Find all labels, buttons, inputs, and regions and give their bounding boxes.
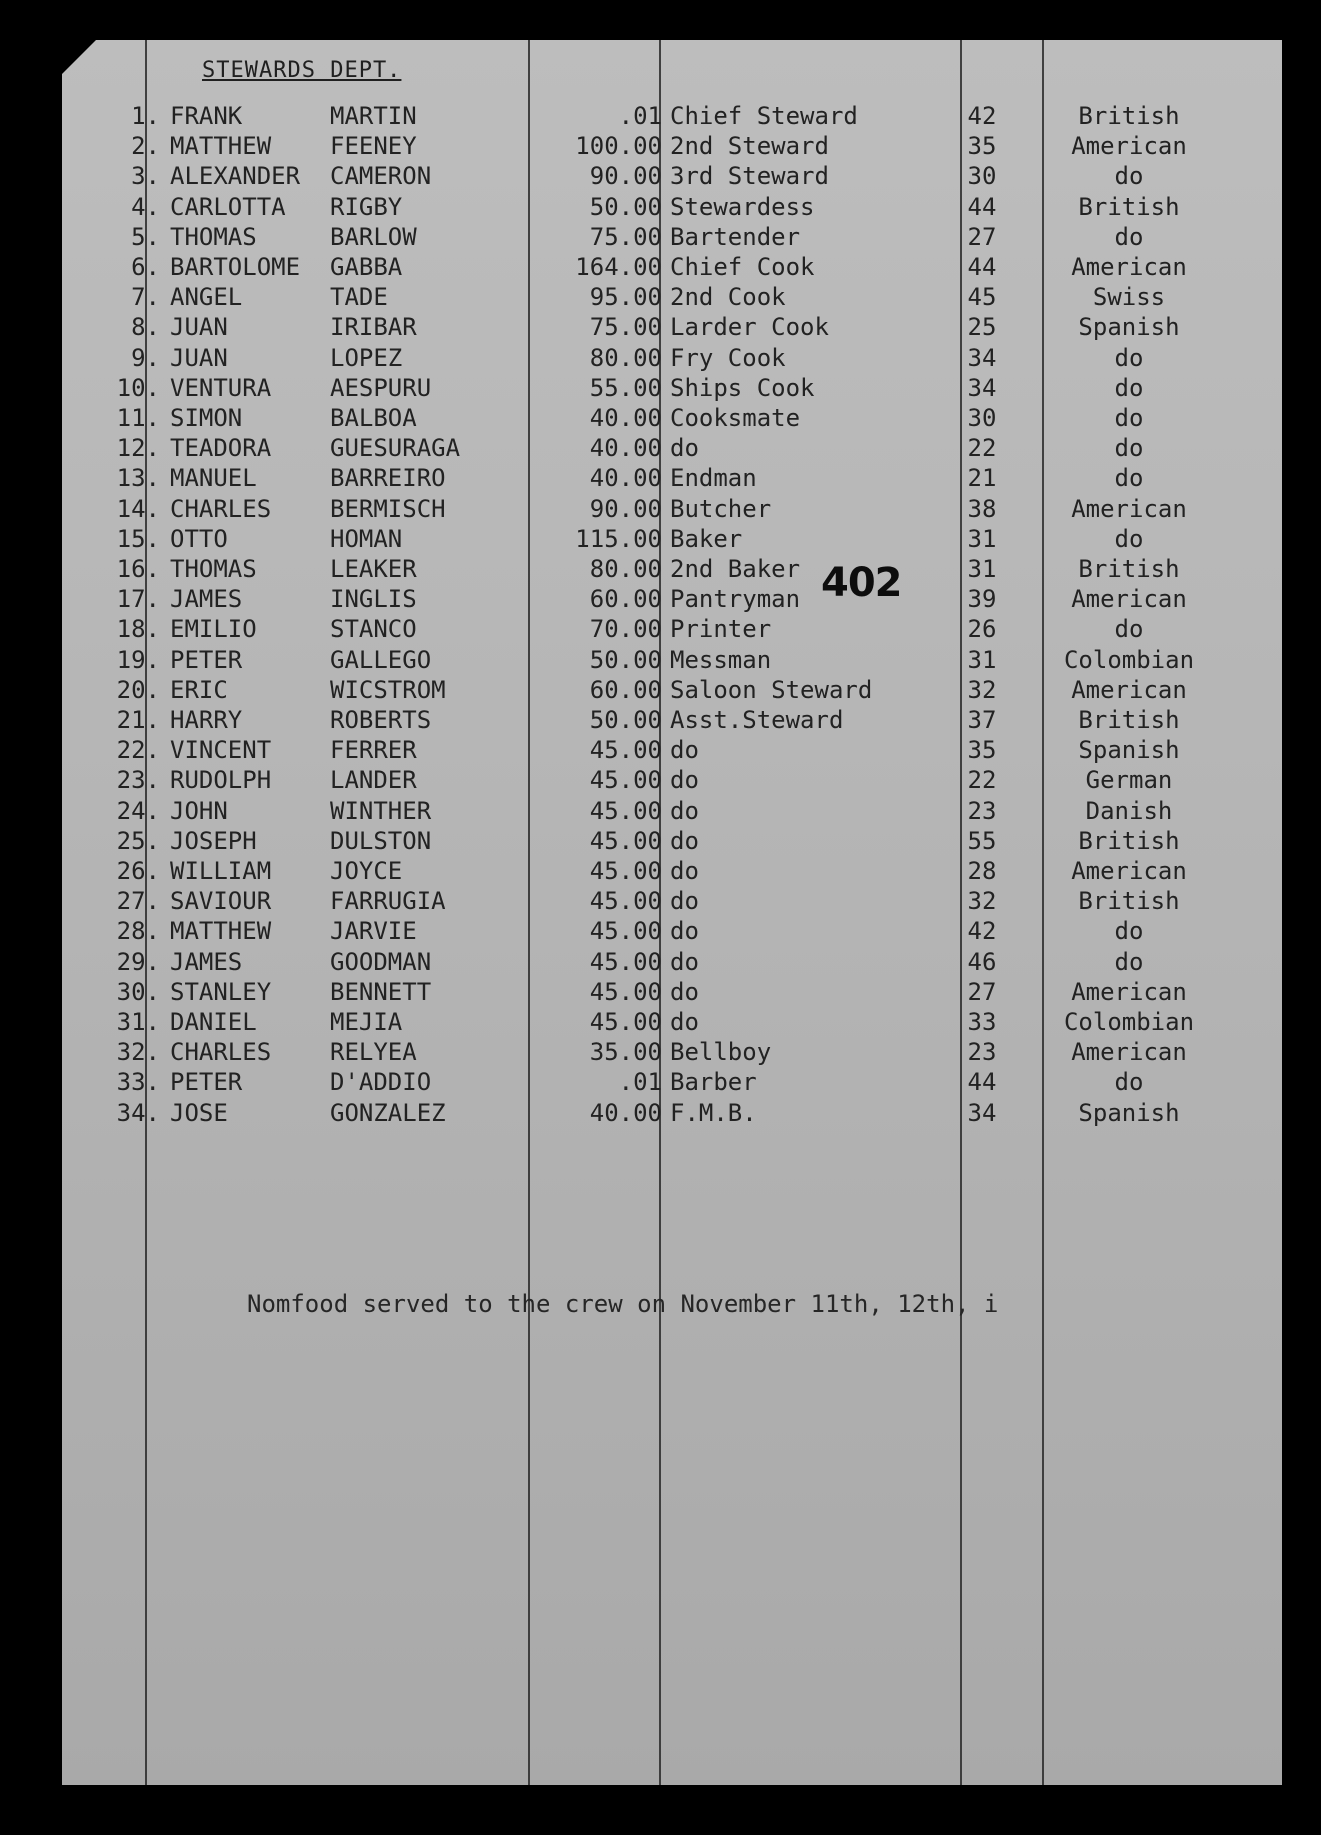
rating: do: [670, 1008, 699, 1036]
last-name: TADE: [330, 283, 388, 312]
rating: Butcher: [670, 494, 772, 523]
last-name: RIGBY: [330, 192, 403, 221]
first-name: SAVIOUR: [170, 887, 272, 916]
crew-row: [62, 1099, 1282, 1129]
rating: Messman: [670, 645, 772, 674]
row-number: 22.: [116, 736, 160, 765]
first-name: RUDOLPH: [170, 766, 272, 795]
wage: 45.00: [589, 1008, 662, 1036]
wage: 45.00: [589, 796, 662, 825]
wage: 40.00: [589, 464, 662, 493]
first-name: PETER: [170, 1068, 243, 1097]
rating: Endman: [670, 464, 757, 493]
crew-row: [62, 193, 1282, 223]
crew-row: [62, 615, 1282, 645]
crew-row: [62, 797, 1282, 827]
nationality: German: [1085, 766, 1173, 795]
crew-row: [62, 646, 1282, 676]
last-name: FEENEY: [330, 132, 417, 161]
first-name: ERIC: [170, 675, 228, 704]
row-number: 25.: [116, 826, 160, 855]
row-number: 23.: [116, 766, 160, 795]
age: 30: [967, 404, 997, 432]
rating: Baker: [670, 524, 743, 553]
crew-row: [62, 917, 1282, 947]
age: 31: [967, 645, 997, 674]
crew-row: [62, 1008, 1282, 1038]
wage: 45.00: [589, 736, 662, 765]
wage: 45.00: [589, 887, 662, 916]
document-page: [62, 40, 1282, 1785]
rating: Chief Steward: [670, 102, 858, 130]
nationality: do: [1114, 524, 1144, 553]
nationality: American: [1071, 585, 1187, 614]
nationality: Spanish: [1078, 1098, 1180, 1127]
rating: Chief Cook: [670, 253, 815, 281]
last-name: RELYEA: [330, 1038, 417, 1067]
nationality: do: [1114, 162, 1144, 191]
row-number: 12.: [116, 434, 160, 463]
age: 25: [967, 313, 997, 342]
first-name: STANLEY: [170, 977, 272, 1006]
first-name: CHARLES: [170, 1038, 272, 1067]
last-name: LOPEZ: [330, 343, 403, 372]
age: 22: [967, 766, 997, 795]
last-name: LEAKER: [330, 555, 417, 583]
first-name: PETER: [170, 645, 243, 674]
crew-row: [62, 132, 1282, 162]
last-name: MEJIA: [330, 1008, 403, 1036]
wage: 35.00: [589, 1038, 662, 1067]
crew-row: [62, 766, 1282, 796]
row-number: 33.: [116, 1068, 160, 1097]
first-name: DANIEL: [170, 1008, 257, 1036]
age: 55: [967, 826, 997, 855]
last-name: CAMERON: [330, 162, 432, 191]
row-number: 15.: [116, 524, 160, 553]
crew-row: [62, 344, 1282, 374]
row-number: 1.: [131, 102, 160, 130]
nationality: American: [1071, 494, 1187, 523]
row-number: 14.: [116, 494, 160, 523]
wage: 40.00: [589, 404, 662, 432]
row-number: 3.: [131, 162, 160, 191]
crew-row: [62, 978, 1282, 1008]
last-name: GOODMAN: [330, 947, 432, 976]
first-name: OTTO: [170, 524, 228, 553]
first-name: TEADORA: [170, 434, 272, 463]
rating: do: [670, 796, 699, 825]
rating: do: [670, 736, 699, 765]
wage: 75.00: [589, 313, 662, 342]
row-number: 30.: [116, 977, 160, 1006]
rating: Ships Cook: [670, 373, 815, 402]
first-name: JAMES: [170, 947, 243, 976]
crew-row: [62, 464, 1282, 494]
crew-row: [62, 404, 1282, 434]
row-number: 6.: [131, 253, 160, 281]
wage: 90.00: [589, 162, 662, 191]
last-name: AESPURU: [330, 373, 432, 402]
nationality: American: [1071, 1038, 1187, 1067]
age: 35: [967, 132, 997, 161]
first-name: HARRY: [170, 706, 243, 734]
age: 23: [967, 796, 997, 825]
crew-row: [62, 706, 1282, 736]
last-name: FERRER: [330, 736, 417, 765]
first-name: JUAN: [170, 313, 228, 342]
last-name: WINTHER: [330, 796, 432, 825]
rating: 2nd Cook: [670, 283, 786, 312]
crew-row: [62, 162, 1282, 192]
last-name: BALBOA: [330, 404, 417, 432]
rating: 2nd Baker: [670, 555, 801, 583]
crew-row: [62, 253, 1282, 283]
first-name: WILLIAM: [170, 857, 272, 885]
nationality: Colombian: [1063, 1008, 1195, 1036]
rating: F.M.B.: [670, 1098, 757, 1127]
wage: 60.00: [589, 675, 662, 704]
last-name: DULSTON: [330, 826, 432, 855]
nationality: Spanish: [1078, 736, 1180, 765]
nationality: do: [1114, 464, 1144, 493]
wage: 40.00: [589, 1098, 662, 1127]
age: 21: [967, 464, 997, 493]
row-number: 29.: [116, 947, 160, 976]
crew-row: [62, 313, 1282, 343]
wage: 80.00: [589, 343, 662, 372]
last-name: JOYCE: [330, 857, 403, 885]
wage: 80.00: [589, 555, 662, 583]
rating: Cooksmate: [670, 404, 801, 432]
row-number: 7.: [131, 283, 160, 312]
row-number: 21.: [116, 706, 160, 734]
first-name: ANGEL: [170, 283, 243, 312]
age: 42: [967, 917, 997, 946]
row-number: 2.: [131, 132, 160, 161]
crew-row: [62, 555, 1282, 585]
nationality: American: [1071, 675, 1187, 704]
crew-row: [62, 1068, 1282, 1098]
last-name: HOMAN: [330, 524, 403, 553]
last-name: ROBERTS: [330, 706, 432, 734]
last-name: JARVIE: [330, 917, 417, 946]
footer-note: Nomfood served to the crew on November 11th, 12th, i: [247, 1290, 999, 1318]
first-name: CHARLES: [170, 494, 272, 523]
wage: 164.00: [575, 253, 662, 281]
first-name: JUAN: [170, 343, 228, 372]
last-name: BARREIRO: [330, 464, 446, 493]
last-name: INGLIS: [330, 585, 417, 614]
rating: Asst.Steward: [670, 706, 844, 734]
rating: do: [670, 766, 699, 795]
nationality: Colombian: [1063, 645, 1195, 674]
wage: 70.00: [589, 615, 662, 644]
nationality: do: [1114, 434, 1144, 463]
nationality: Danish: [1085, 796, 1173, 825]
last-name: FARRUGIA: [330, 887, 446, 916]
rating: Pantryman: [670, 585, 801, 614]
first-name: FRANK: [170, 102, 243, 130]
nationality: do: [1114, 343, 1144, 372]
crew-row: [62, 374, 1282, 404]
nationality: American: [1071, 977, 1187, 1006]
wage: 60.00: [589, 585, 662, 614]
row-number: 32.: [116, 1038, 160, 1067]
rating: 2nd Steward: [670, 132, 829, 161]
last-name: BARLOW: [330, 222, 417, 251]
age: 27: [967, 222, 997, 251]
rating: do: [670, 917, 699, 946]
rating: Printer: [670, 615, 772, 644]
rating: Larder Cook: [670, 313, 829, 342]
wage: 45.00: [589, 917, 662, 946]
age: 44: [967, 1068, 997, 1097]
nationality: British: [1078, 192, 1180, 221]
rating: do: [670, 947, 699, 976]
page-number-stamp: 402: [821, 560, 902, 606]
nationality: do: [1114, 615, 1144, 644]
row-number: 4.: [131, 192, 160, 221]
age: 32: [967, 887, 997, 916]
age: 23: [967, 1038, 997, 1067]
first-name: EMILIO: [170, 615, 257, 644]
row-number: 16.: [116, 555, 160, 583]
rating: do: [670, 857, 699, 885]
crew-row: [62, 585, 1282, 615]
last-name: GUESURAGA: [330, 434, 461, 463]
wage: 45.00: [589, 857, 662, 885]
last-name: BERMISCH: [330, 494, 446, 523]
age: 27: [967, 977, 997, 1006]
rating: do: [670, 887, 699, 916]
rating: do: [670, 977, 699, 1006]
nationality: American: [1071, 132, 1187, 161]
wage: 115.00: [575, 524, 662, 553]
age: 42: [967, 102, 997, 130]
nationality: American: [1071, 253, 1187, 281]
crew-row: [62, 1038, 1282, 1068]
first-name: MATTHEW: [170, 917, 272, 946]
first-name: MANUEL: [170, 464, 257, 493]
wage: 50.00: [589, 645, 662, 674]
last-name: LANDER: [330, 766, 417, 795]
last-name: BENNETT: [330, 977, 432, 1006]
nationality: do: [1114, 404, 1144, 432]
age: 31: [967, 555, 997, 583]
last-name: WICSTROM: [330, 675, 446, 704]
wage: .01: [618, 1068, 662, 1097]
crew-row: [62, 676, 1282, 706]
nationality: Spanish: [1078, 313, 1180, 342]
age: 44: [967, 192, 997, 221]
first-name: SIMON: [170, 404, 243, 432]
age: 34: [967, 1098, 997, 1127]
last-name: GONZALEZ: [330, 1098, 446, 1127]
crew-row: [62, 827, 1282, 857]
row-number: 18.: [116, 615, 160, 644]
first-name: THOMAS: [170, 555, 257, 583]
first-name: JOSE: [170, 1098, 228, 1127]
rating: Bellboy: [670, 1038, 772, 1067]
row-number: 5.: [131, 222, 160, 251]
rating: Stewardess: [670, 192, 815, 221]
wage: 55.00: [589, 373, 662, 402]
crew-row: [62, 283, 1282, 313]
first-name: THOMAS: [170, 222, 257, 251]
age: 33: [967, 1008, 997, 1036]
age: 45: [967, 283, 997, 312]
nationality: British: [1078, 555, 1180, 583]
nationality: do: [1114, 947, 1144, 976]
wage: 45.00: [589, 977, 662, 1006]
first-name: JAMES: [170, 585, 243, 614]
first-name: CARLOTTA: [170, 192, 286, 221]
torn-corner: [62, 40, 96, 74]
age: 26: [967, 615, 997, 644]
rating: Saloon Steward: [670, 675, 873, 704]
rating: Bartender: [670, 222, 801, 251]
wage: 45.00: [589, 766, 662, 795]
rating: 3rd Steward: [670, 162, 829, 191]
age: 37: [967, 706, 997, 734]
row-number: 24.: [116, 796, 160, 825]
age: 31: [967, 524, 997, 553]
row-number: 13.: [116, 464, 160, 493]
first-name: ALEXANDER: [170, 162, 301, 191]
last-name: IRIBAR: [330, 313, 417, 342]
age: 30: [967, 162, 997, 191]
last-name: STANCO: [330, 615, 417, 644]
row-number: 8.: [131, 313, 160, 342]
first-name: VENTURA: [170, 373, 272, 402]
first-name: VINCENT: [170, 736, 272, 765]
last-name: GABBA: [330, 253, 403, 281]
wage: .01: [618, 102, 662, 130]
nationality: British: [1078, 887, 1180, 916]
age: 44: [967, 253, 997, 281]
rating: Barber: [670, 1068, 757, 1097]
first-name: JOSEPH: [170, 826, 257, 855]
crew-row: [62, 887, 1282, 917]
row-number: 9.: [131, 343, 160, 372]
row-number: 10.: [116, 373, 160, 402]
crew-row: [62, 525, 1282, 555]
nationality: British: [1078, 706, 1180, 734]
first-name: JOHN: [170, 796, 228, 825]
row-number: 17.: [116, 585, 160, 614]
age: 32: [967, 675, 997, 704]
crew-row: [62, 495, 1282, 525]
crew-row: [62, 948, 1282, 978]
wage: 45.00: [589, 826, 662, 855]
rating: do: [670, 826, 699, 855]
crew-row: [62, 223, 1282, 253]
wage: 50.00: [589, 192, 662, 221]
row-number: 11.: [116, 404, 160, 432]
nationality: British: [1078, 826, 1180, 855]
row-number: 19.: [116, 645, 160, 674]
wage: 75.00: [589, 222, 662, 251]
crew-row: [62, 102, 1282, 132]
wage: 100.00: [575, 132, 662, 161]
row-number: 34.: [116, 1098, 160, 1127]
crew-row: [62, 857, 1282, 887]
age: 46: [967, 947, 997, 976]
age: 35: [967, 736, 997, 765]
crew-row: [62, 434, 1282, 464]
age: 34: [967, 373, 997, 402]
nationality: American: [1071, 857, 1187, 885]
nationality: British: [1078, 102, 1180, 130]
age: 39: [967, 585, 997, 614]
nationality: do: [1114, 373, 1144, 402]
last-name: D'ADDIO: [330, 1068, 432, 1097]
nationality: Swiss: [1092, 283, 1166, 312]
row-number: 26.: [116, 857, 160, 885]
age: 22: [967, 434, 997, 463]
wage: 45.00: [589, 947, 662, 976]
nationality: do: [1114, 1068, 1144, 1097]
age: 28: [967, 857, 997, 885]
wage: 50.00: [589, 706, 662, 734]
nationality: do: [1114, 222, 1144, 251]
age: 38: [967, 494, 997, 523]
row-number: 27.: [116, 887, 160, 916]
first-name: BARTOLOME: [170, 253, 301, 281]
rating: Fry Cook: [670, 343, 786, 372]
crew-row: [62, 736, 1282, 766]
age: 34: [967, 343, 997, 372]
wage: 95.00: [589, 283, 662, 312]
wage: 40.00: [589, 434, 662, 463]
wage: 90.00: [589, 494, 662, 523]
rating: do: [670, 434, 699, 463]
nationality: do: [1114, 917, 1144, 946]
row-number: 28.: [116, 917, 160, 946]
row-number: 20.: [116, 675, 160, 704]
page-header: STEWARDS DEPT.: [202, 58, 402, 83]
row-number: 31.: [116, 1008, 160, 1036]
first-name: MATTHEW: [170, 132, 272, 161]
last-name: MARTIN: [330, 102, 417, 130]
last-name: GALLEGO: [330, 645, 432, 674]
